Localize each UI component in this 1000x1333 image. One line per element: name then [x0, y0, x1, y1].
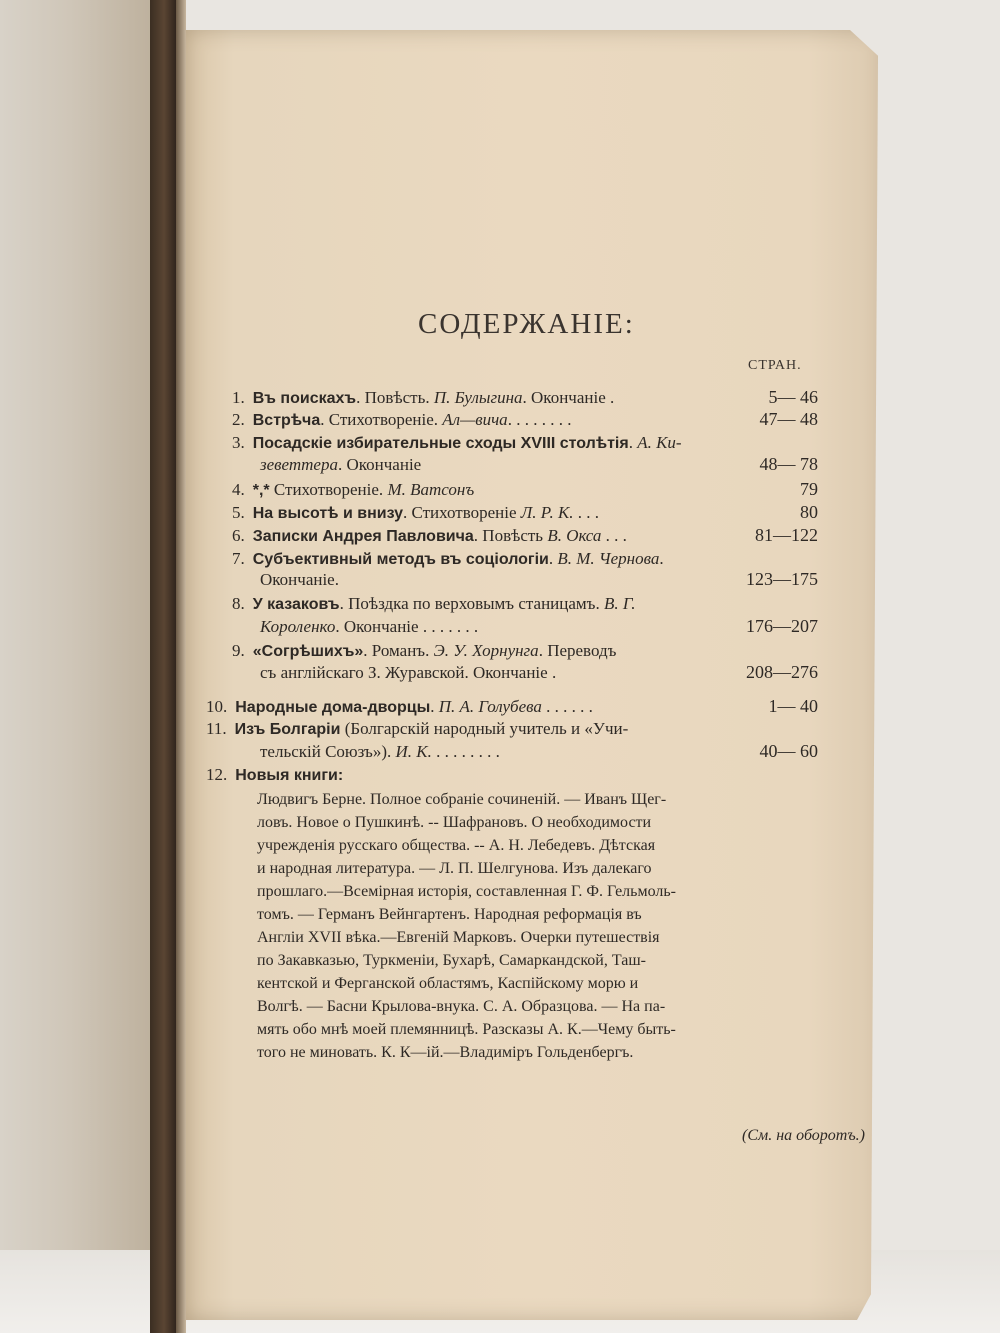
toc-entry-rest: . Повѣсть.	[356, 388, 434, 407]
contents-title: СОДЕРЖАНІЕ:	[418, 308, 635, 340]
toc-entry-num: 10.	[206, 697, 228, 716]
toc-entry-tail: . . .	[573, 503, 600, 522]
toc-entry-ital: П. А. Голубева	[438, 697, 542, 716]
toc-entry-ital: В. Окса	[547, 526, 602, 545]
toc-entry-ital: П. Булыгина	[433, 388, 523, 407]
toc-entry-num: 6.	[232, 526, 245, 545]
toc-entry	[206, 697, 593, 717]
toc-entry-tail: . . .	[601, 526, 627, 545]
toc-entry-bold: На высотѣ и внизу	[252, 505, 404, 522]
toc-entry-tail: . Окончаніе	[337, 455, 422, 474]
toc-entry-bold: *,*	[252, 482, 270, 499]
toc-entry	[232, 433, 682, 453]
toc-entry-bold: У казаковъ	[252, 596, 340, 613]
toc-entry	[260, 570, 339, 590]
toc-entry	[260, 617, 478, 637]
toc-entry-num: 1.	[232, 388, 245, 407]
toc-entry-pages: 81—122	[755, 525, 818, 545]
toc-entry-tail: . Окончаніе . . . . . . .	[335, 617, 479, 636]
toc-entry-pages: 1— 40	[768, 696, 818, 716]
toc-entry-bold: Въ поискахъ	[252, 390, 357, 407]
toc-entry-ital: Короленко	[260, 617, 336, 636]
new-books-line: по Закавказью, Туркменіи, Бухарѣ, Самаркандской, Таш-	[257, 952, 646, 969]
toc-entry-ital: А. Ки-	[637, 433, 682, 452]
toc-entry	[232, 410, 571, 430]
toc-entry-num: 3.	[232, 433, 245, 452]
pages-column-header: СТРАН.	[748, 358, 802, 373]
toc-entry-bold: Встрѣча	[252, 412, 321, 429]
toc-entry-rest: . Романъ.	[363, 641, 434, 660]
new-books-line: Людвигъ Берне. Полное собраніе сочиненій. — Иванъ Щег-	[257, 791, 667, 808]
toc-entry-ital: Л. Р. К.	[520, 503, 574, 522]
see-reverse-note: (См. на оборотъ.)	[742, 1127, 865, 1144]
toc-entry-bold: «Согрѣшихъ»	[252, 643, 364, 660]
toc-entry-num: 9.	[232, 641, 245, 660]
toc-entry-rest: .	[628, 433, 638, 452]
toc-entry-rest: . Повѣсть	[473, 526, 548, 545]
toc-entry-pages: 5— 46	[768, 387, 818, 407]
toc-entry-pages: 208—276	[746, 662, 818, 682]
toc-entry-pages: 47— 48	[759, 409, 818, 429]
toc-entry-bold: Записки Андрея Павловича	[252, 528, 474, 545]
new-books-line: учрежденія русскаго общества. -- А. Н. Лебедевъ. Дѣтская	[257, 837, 656, 854]
new-books-line: мять обо мнѣ моей племянницѣ. Разсказы А. К.—Чему быть-	[257, 1021, 676, 1038]
new-books-list	[257, 788, 817, 1064]
new-books-line: Англіи XVII вѣка.—Евгеній Марковъ. Очерки путешествія	[257, 929, 660, 946]
toc-entry-num: 7.	[232, 549, 245, 568]
toc-entry	[232, 594, 636, 614]
toc-entry-pages: 176—207	[746, 616, 818, 636]
toc-entry-rest: .	[548, 549, 558, 568]
toc-entry	[232, 526, 627, 546]
toc-entry-ital: В. Г.	[603, 594, 636, 613]
toc-entry-bold: Новыя книги:	[235, 767, 344, 784]
toc-entry-ital: И. К.	[395, 742, 432, 761]
toc-entry-rest: тельскій Союзъ»).	[260, 742, 396, 761]
toc-entry-bold: Изъ Болгаріи	[234, 721, 341, 738]
toc-entry-num: 8.	[232, 594, 245, 613]
toc-entry-rest: .	[430, 697, 439, 716]
toc-entry-num: 12.	[206, 765, 228, 784]
toc-entry-pages: 48— 78	[759, 454, 818, 474]
toc-entry-tail: . Окончаніе .	[522, 388, 615, 407]
new-books-line: прошлаго.—Всемірная исторія, составленная Г. Ф. Гельмоль-	[257, 883, 676, 900]
toc-entry-bold: Посадскіе избирательные сходы XVIII столѣтія	[252, 435, 629, 452]
toc-entry	[232, 549, 664, 569]
toc-entry-tail: . Переводъ	[538, 641, 617, 660]
toc-entry-pages: 79	[800, 479, 818, 499]
toc-entry	[260, 742, 500, 762]
toc-entry-ital: Э. У. Хорнунга	[433, 641, 539, 660]
toc-entry	[232, 480, 474, 500]
new-books-line: томъ. — Германъ Вейнгартенъ. Народная реформація въ	[257, 906, 642, 923]
toc-entry	[232, 503, 599, 523]
toc-entry-bold: Народные дома-дворцы	[235, 699, 431, 716]
toc-entry-rest: съ англійскаго З. Журавской. Окончаніе .	[260, 663, 557, 682]
toc-entry	[232, 388, 614, 408]
toc-entry	[260, 663, 556, 683]
new-books-line: Волгѣ. — Басни Крылова-внука. С. А. Образцова. — На па-	[257, 998, 666, 1015]
toc-entry-tail: . . . . . . . .	[431, 742, 500, 761]
toc-entry-rest: . Поѣздка по верховымъ станицамъ.	[339, 594, 604, 613]
toc-entry	[260, 455, 421, 475]
toc-entry-bold: Субъективный методъ въ соціологіи	[252, 551, 549, 568]
new-books-line: того не миновать. К. К—ій.—Владиміръ Гольденбергъ.	[257, 1044, 634, 1061]
toc-entry	[206, 719, 628, 739]
toc-entry-rest: . Стихотвореніе.	[320, 410, 443, 429]
toc-entry-rest: Стихотвореніе.	[269, 480, 388, 499]
toc-entry-ital: В. М. Чернова	[557, 549, 660, 568]
book-spine	[150, 0, 178, 1333]
toc-entry-num: 4.	[232, 480, 245, 499]
new-books-line: и народная литература. — Л. П. Шелгунова. Изъ далекаго	[257, 860, 652, 877]
toc-entry-ital: Ал—вича	[442, 410, 508, 429]
new-books-line: кентской и Ферганской областямъ, Каспійскому морю и	[257, 975, 639, 992]
toc-entry-tail: .	[659, 549, 664, 568]
toc-entry	[206, 765, 343, 785]
toc-entry	[232, 641, 616, 661]
new-books-line: ловъ. Новое о Пушкинѣ. -- Шафрановъ. О необходимости	[257, 814, 652, 831]
book-gutter	[176, 0, 186, 1333]
toc-entry-rest: Окончаніе.	[260, 570, 339, 589]
toc-entry-pages: 123—175	[746, 569, 818, 589]
toc-entry-pages: 40— 60	[759, 741, 818, 761]
toc-entry-num: 11.	[206, 719, 227, 738]
background-table	[0, 0, 175, 1333]
toc-entry-tail: . . . . . . . .	[507, 410, 572, 429]
toc-entry-tail: . . . . . .	[541, 697, 593, 716]
toc-entry-rest: . Стихотвореніе	[403, 503, 521, 522]
toc-entry-rest: (Болгарскій народный учитель и «Учи-	[340, 719, 629, 738]
toc-entry-num: 2.	[232, 410, 245, 429]
toc-entry-pages: 80	[800, 502, 818, 522]
toc-entry-num: 5.	[232, 503, 245, 522]
toc-entry-ital: М. Ватсонъ	[387, 480, 475, 499]
toc-entry-ital: зеветтера	[260, 455, 338, 474]
